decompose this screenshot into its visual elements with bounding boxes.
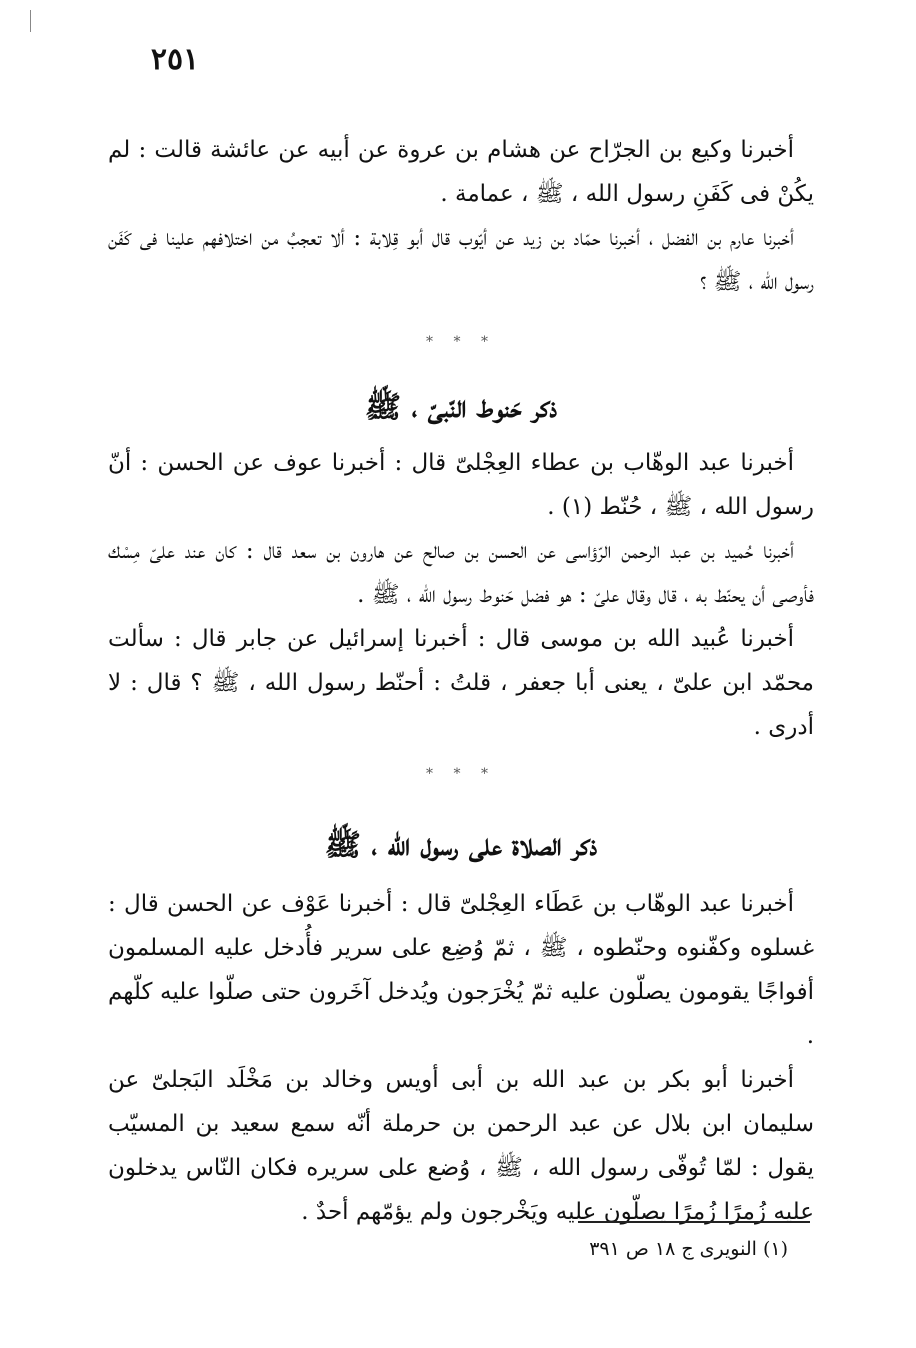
footnote: (١) النويرى ج ١٨ ص ٣٩١ [589,1238,788,1260]
footnote-divider [578,1221,810,1223]
paragraph: أخبرنا عُبيد الله بن موسى قال : أخبرنا إسرائيل عن جابر قال : سألت محمّد ابن علىّ ، يعنى أبا جعفر ، قلتُ : أحنّط رسول الله ، ﷺ ؟ قال : لا أدرى . [108,626,814,740]
paragraph: أخبرنا عارم بن الفضل ، أخبرنا حمّاد بن زيد عن أيّوب قال أبو قِلابة : ألا تعجبُ من اختلافهم علينا فى كَفَن رسول الله ، ﷺ ؟ [108,225,814,295]
paragraph: أخبرنا عبد الوهّاب بن عطاء العِجْلىّ قال : أخبرنا عوف عن الحسن : أنّ رسول الله ، ﷺ ، حُنّط (١) . [108,450,814,520]
paragraph: أخبرنا عبد الوهّاب بن عَطَاء العِجْلىّ قال : أخبرنا عَوْف عن الحسن قال : غسلوه وكفّنوه وحنّطوه ، ﷺ ، ثمّ وُضِع على سرير فأُدخل عليه المسلمون أفواجًا يقومون يصلّون عليه ثمّ يُخْرَجون ويُدخل آخَرون حتى صلّوا عليه كلّهم . [108,891,814,1049]
scan-edge-mark [30,10,33,32]
salat-text-block [108,882,814,1234]
section-heading-salat: ذكر الصلاة على رسول الله ، ﷺ [324,828,598,863]
paragraph: أخبرنا وكيع بن الجرّاح عن هشام بن عروة عن أبيه عن عائشة قالت : لم يكُنْ فى كَفَنِ رسول الله ، ﷺ ، عمامة . [108,137,814,207]
paragraph: أخبرنا حُميد بن عبد الرحمن الرّؤاسى عن الحسن بن صالح عن هارون بن سعد قال : كان عند علىّ مِسْك فأوصى أن يحنّط به ، قال وقال علىّ : هو فضل حَنوط رسول الله ، ﷺ . [108,538,814,608]
section-separator: * * * [426,334,496,350]
hanut-text-block [108,441,814,749]
paragraph: أخبرنا أبو بكر بن عبد الله بن أبى أويس وخالد بن مَخْلَد البَجلىّ عن سليمان ابن بلال عن عبد الرحمن بن حرملة أنّه سمع سعيد بن المسيّب يقول : لمّا تُوفّى رسول الله ، ﷺ ، وُضع على سريره فكان النّاس يدخلون عليه زُمرًا زُمرًا يصلّون عليه ويَخْرجون ولم يؤمّهم أحدٌ . [108,1067,814,1225]
section-heading-hanut: ذكر حَنوط النّبىّ ، ﷺ [364,390,558,425]
opening-text-block [108,128,814,304]
section-separator: * * * [426,766,496,782]
page-number: ٢٥١ [150,42,200,77]
